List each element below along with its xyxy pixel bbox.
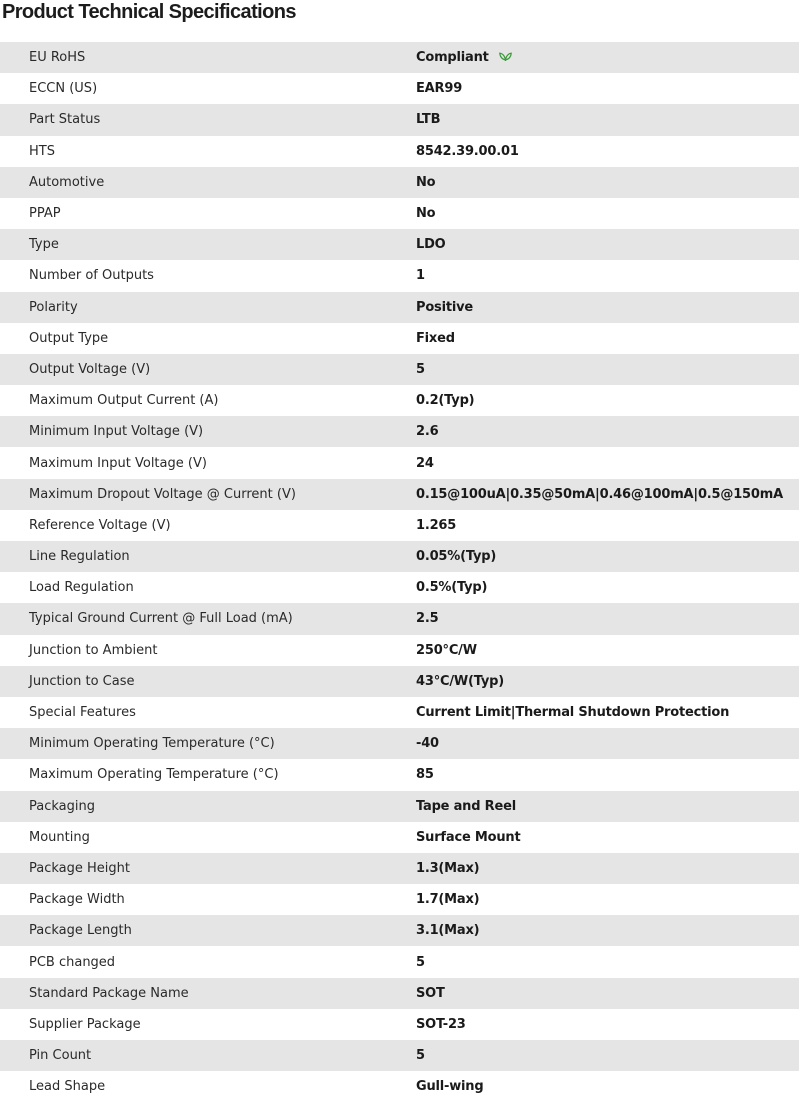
spec-row-11 [0,385,799,416]
spec-row-32 [0,1040,799,1071]
spec-label: Minimum Input Voltage (V) [29,424,204,440]
spec-label: Packaging [29,798,95,814]
spec-value: LDO [416,237,446,253]
spec-value: Gull-wing [416,1079,484,1095]
spec-value: 24 [416,455,434,471]
spec-value-cell [416,822,799,853]
spec-row-14 [0,479,799,510]
spec-value-cell [416,73,799,104]
spec-row-19 [0,635,799,666]
spec-value: 43°C/W(Typ) [416,673,505,689]
spec-label: PPAP [29,206,61,222]
spec-value: 8542.39.00.01 [416,143,519,159]
spec-label: Package Width [29,892,125,908]
spec-value: 1.265 [416,517,457,533]
spec-label: Line Regulation [29,549,130,565]
spec-label: Maximum Dropout Voltage @ Current (V) [29,486,296,502]
spec-row-24 [0,791,799,822]
spec-row-28 [0,915,799,946]
spec-value-cell [416,479,799,510]
spec-value: SOT [416,985,445,1001]
spec-value: LTB [416,112,441,128]
spec-label: HTS [29,143,55,159]
spec-value: Fixed [416,330,455,346]
spec-row-26 [0,853,799,884]
leaf-icon [499,51,512,62]
spec-value: No [416,174,436,190]
spec-value-cell [416,136,799,167]
spec-row-8 [0,292,799,323]
spec-label: Load Regulation [29,580,134,596]
spec-label: Number of Outputs [29,268,154,284]
spec-label: Automotive [29,174,105,190]
spec-value-cell [416,1071,799,1102]
spec-value-cell [416,198,799,229]
spec-value-cell [416,104,799,135]
spec-value: Compliant [416,50,489,66]
spec-row-31 [0,1009,799,1040]
spec-value-cell [416,853,799,884]
spec-row-25 [0,822,799,853]
spec-row-3 [0,136,799,167]
spec-value: Positive [416,299,474,315]
spec-row-33 [0,1071,799,1102]
spec-label: Minimum Operating Temperature (°C) [29,736,275,752]
spec-value: 0.05%(Typ) [416,549,497,565]
spec-value-cell [416,42,799,73]
spec-value-cell [416,603,799,634]
spec-value-cell [416,229,799,260]
spec-label: Package Height [29,860,130,876]
spec-label: Maximum Operating Temperature (°C) [29,767,279,783]
spec-value: 0.15@100uA|0.35@50mA|0.46@100mA|0.5@150mA [416,486,783,502]
spec-value: Surface Mount [416,829,521,845]
spec-value-cell [416,1040,799,1071]
spec-table-body [0,42,799,1102]
spec-label: Type [29,237,59,253]
spec-row-29 [0,946,799,977]
spec-value-cell [416,323,799,354]
spec-value: 5 [416,954,425,970]
spec-value-cell [416,541,799,572]
spec-label: Polarity [29,299,78,315]
spec-row-18 [0,603,799,634]
spec-label: Special Features [29,705,136,721]
spec-value-cell [416,728,799,759]
spec-value: 5 [416,1048,425,1064]
spec-value-cell [416,354,799,385]
spec-row-9 [0,323,799,354]
spec-label: Output Type [29,330,109,346]
spec-row-6 [0,229,799,260]
spec-label: Part Status [29,112,101,128]
spec-value-cell [416,167,799,198]
spec-value-cell [416,416,799,447]
spec-value: No [416,206,436,222]
spec-value-cell [416,447,799,478]
spec-label: Maximum Output Current (A) [29,393,219,409]
spec-value-cell [416,791,799,822]
spec-value: EAR99 [416,81,463,97]
spec-value: Current Limit|Thermal Shutdown Protection [416,705,730,721]
spec-label: Package Length [29,923,132,939]
spec-value: -40 [416,736,439,752]
spec-row-27 [0,884,799,915]
spec-row-30 [0,978,799,1009]
spec-label: Pin Count [29,1048,92,1064]
spec-value: SOT-23 [416,1016,466,1032]
spec-value-cell [416,385,799,416]
spec-value: Tape and Reel [416,798,516,814]
spec-row-7 [0,260,799,291]
spec-label: Junction to Ambient [29,642,158,658]
spec-value-cell [416,292,799,323]
spec-value-cell [416,635,799,666]
spec-row-4 [0,167,799,198]
spec-label: Output Voltage (V) [29,361,151,377]
spec-value-cell [416,884,799,915]
spec-label: EU RoHS [29,50,86,66]
spec-value-cell [416,260,799,291]
spec-value: 2.5 [416,611,439,627]
spec-label: PCB changed [29,954,116,970]
spec-table [0,42,799,1102]
spec-value-cell [416,572,799,603]
spec-value-cell [416,978,799,1009]
spec-row-23 [0,759,799,790]
spec-row-13 [0,447,799,478]
spec-value: 5 [416,361,425,377]
spec-value: 1.7(Max) [416,892,480,908]
spec-value-cell [416,510,799,541]
page-title: Product Technical Specifications [2,1,296,23]
spec-value: 250°C/W [416,642,477,658]
spec-label: Mounting [29,829,90,845]
spec-row-1 [0,73,799,104]
spec-label: Maximum Input Voltage (V) [29,455,207,471]
spec-value: 1 [416,268,425,284]
spec-value-cell [416,946,799,977]
spec-value: 1.3(Max) [416,860,480,876]
spec-value: 2.6 [416,424,439,440]
spec-value-cell [416,697,799,728]
spec-row-21 [0,697,799,728]
spec-value-cell [416,1009,799,1040]
spec-row-2 [0,104,799,135]
spec-label: Reference Voltage (V) [29,517,171,533]
spec-value: 0.5%(Typ) [416,580,488,596]
spec-row-15 [0,510,799,541]
spec-row-5 [0,198,799,229]
spec-value: 0.2(Typ) [416,393,475,409]
spec-value: 85 [416,767,434,783]
spec-label: ECCN (US) [29,81,98,97]
spec-label: Lead Shape [29,1079,106,1095]
spec-row-12 [0,416,799,447]
spec-value-cell [416,915,799,946]
spec-row-16 [0,541,799,572]
spec-row-22 [0,728,799,759]
spec-label: Typical Ground Current @ Full Load (mA) [29,611,293,627]
spec-value-cell [416,759,799,790]
spec-row-0 [0,42,799,73]
spec-row-10 [0,354,799,385]
spec-label: Supplier Package [29,1016,141,1032]
spec-label: Standard Package Name [29,985,189,1001]
spec-label: Junction to Case [29,673,135,689]
spec-row-20 [0,666,799,697]
spec-row-17 [0,572,799,603]
spec-value: 3.1(Max) [416,923,480,939]
spec-value-cell [416,666,799,697]
